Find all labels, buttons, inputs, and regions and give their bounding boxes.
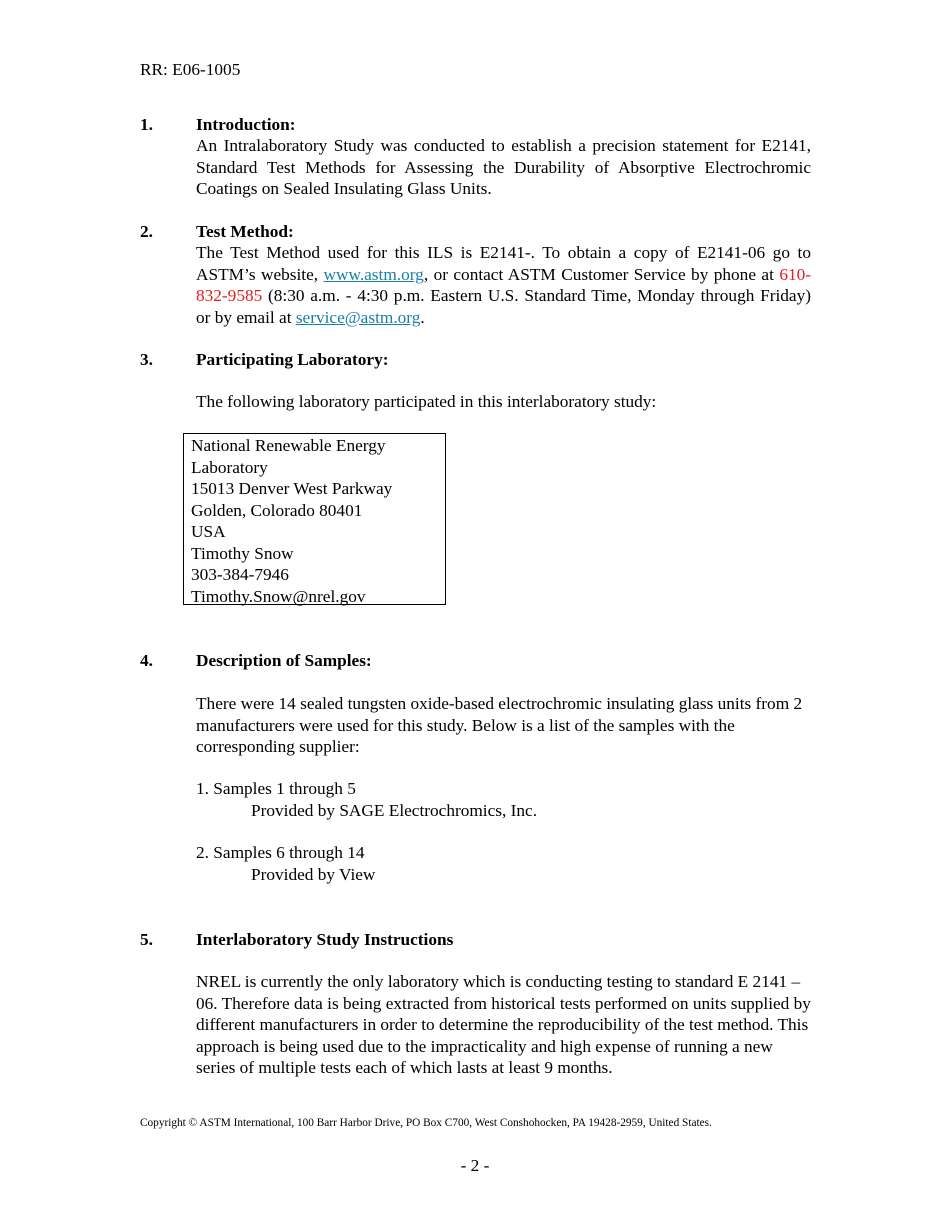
lab-contact-phone: 303-384-7946	[191, 565, 289, 584]
astm-website-link[interactable]: www.astm.org	[323, 264, 424, 284]
lab-city: Golden, Colorado 80401	[191, 500, 363, 520]
section-1-number: 1.	[140, 115, 153, 134]
lab-name-line: Laboratory	[191, 457, 268, 477]
section-5-body: NREL is currently the only laboratory which is conducting testing to standard E 2141 – 06. Therefore data is being extracted from historical tests performed on units supplied by different manufacturers in order to determine the reproducibility of the test method. This approach is being used due to the impracticality and high expense of running a new series of multiple tests each of which lasts at least 9 months.	[196, 972, 811, 1077]
section-5-title: Interlaboratory Study Instructions	[196, 930, 454, 949]
service-email-link[interactable]: service@astm.org	[295, 307, 421, 327]
sample-list-supplier: Provided by SAGE Electrochromics, Inc.	[251, 801, 538, 820]
section-3-title: Participating Laboratory:	[196, 350, 389, 369]
sample-list-item: 2. Samples 6 through 14	[196, 843, 365, 862]
section-3-number: 3.	[140, 350, 153, 369]
section-4-body: There were 14 sealed tungsten oxide-based electrochromic insulating glass units from 2 manufacturers were used for this study. Below is a list of the samples with the corresponding supplier:	[196, 694, 803, 756]
section-4-number: 4.	[140, 651, 153, 670]
sample-list-supplier: Provided by View	[251, 865, 376, 884]
section-2-text: The Test Method used for this ILS is E2141-. To obtain a copy of E2141-06 go to ASTM’s website,	[196, 243, 811, 284]
lab-contact-email: Timothy.Snow@nrel.gov	[191, 586, 366, 606]
lab-name-line: National Renewable Energy	[191, 436, 386, 455]
section-1-title: Introduction:	[196, 115, 296, 134]
section-2-text: (8:30 a.m. - 4:30 p.m. Eastern U.S. Standard Time, Monday through Friday) or by email at	[196, 286, 811, 327]
copyright-notice: Copyright © ASTM International, 100 Barr Harbor Drive, PO Box C700, West Conshohocken, PA 19428-2959, United States.	[140, 1117, 712, 1129]
section-2-text: .	[420, 307, 425, 327]
section-3-intro: The following laboratory participated in this interlaboratory study:	[196, 392, 657, 411]
customer-service-phone: 610-832-9585	[196, 264, 811, 305]
section-2-number: 2.	[140, 222, 153, 241]
lab-contact-name: Timothy Snow	[191, 543, 294, 563]
section-2-text: , or contact ASTM Customer Service by phone at	[423, 264, 780, 284]
report-reference: RR: E06-1005	[140, 60, 241, 79]
section-2-body	[196, 242, 811, 328]
section-2-title: Test Method:	[196, 222, 294, 241]
section-4-title: Description of Samples:	[196, 651, 372, 670]
lab-street: 15013 Denver West Parkway	[191, 479, 393, 498]
section-5-number: 5.	[140, 930, 153, 949]
laboratory-info-box	[183, 433, 446, 605]
section-1-body: An Intralaboratory Study was conducted to establish a precision statement for E2141, Standard Test Methods for Assessing the Durability of Absorptive Electrochromic Coatings on Sealed Insulating Glass Units.	[196, 136, 811, 198]
page-number: - 2 -	[460, 1156, 490, 1175]
sample-list-item: 1. Samples 1 through 5	[196, 779, 356, 798]
lab-country: USA	[191, 522, 226, 541]
